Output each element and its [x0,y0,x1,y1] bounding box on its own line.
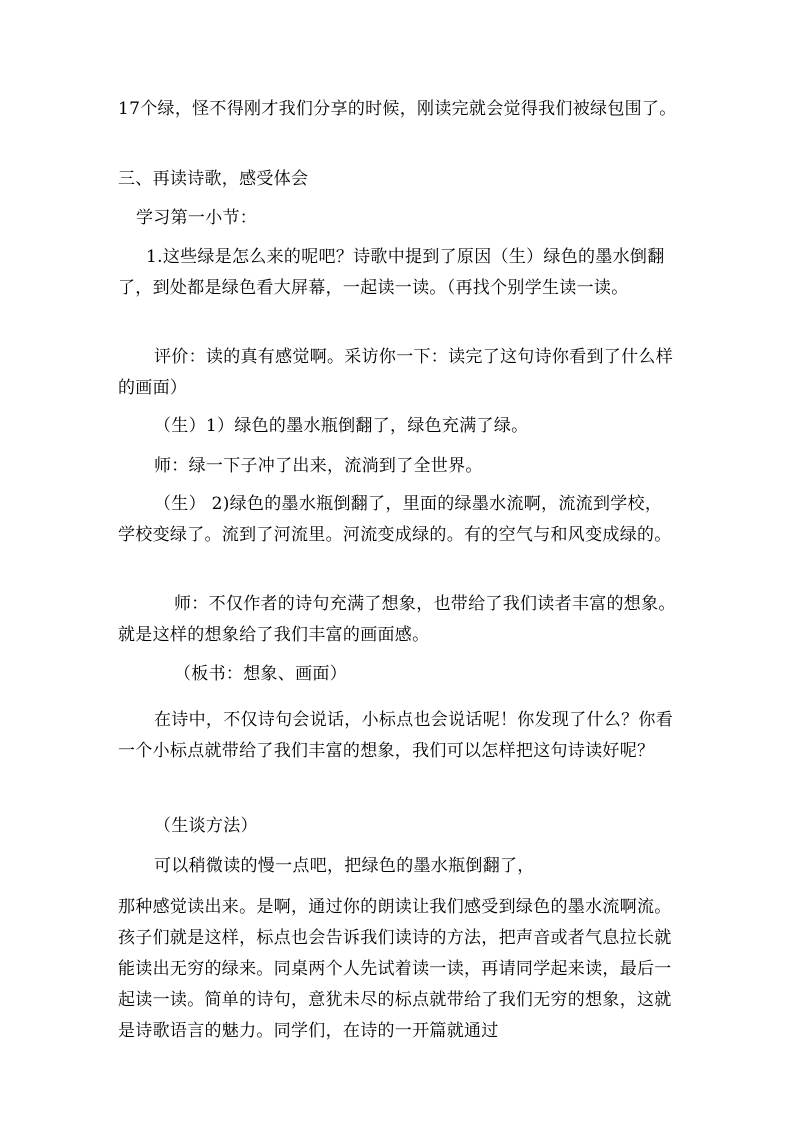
paragraph-method-note: （生谈方法） [154,816,258,836]
paragraph-conclusion: 那种感觉读出来。是啊，通过你的朗读让我们感受到绿色的墨水流啊流。孩子们就是这样，标点也会告诉我们读诗的方法，把声音或者气息拉长就能读出无穷的绿来。同桌两个人先试着读一读，再请同学起来读，最后一起读一读。简单的诗句，意犹未尽的标点就带给了我们无穷的想象，这就是诗歌语言的魅力。同学们，在诗的一开篇就通过 [118,897,672,1041]
paragraph-student-answer-2: （生） 2)绿色的墨水瓶倒翻了，里面的绿墨水流啊，流流到学校，学校变绿了。流到了河流里。河流变成绿的。有的空气与和风变成绿的。 [118,494,672,545]
section-heading: 三、再读诗歌，感受体会 [118,169,309,189]
paragraph-punctuation: 在诗中，不仅诗句会说话，小标点也会说话呢！你发现了什么？你看一个小标点就带给了我们丰富的想象，我们可以怎样把这句诗读好呢？ [118,710,673,761]
paragraph-student-answer-1: （生）1）绿色的墨水瓶倒翻了，绿色充满了绿。 [154,416,529,436]
paragraph-continuation: 17个绿，怪不得刚才我们分享的时候，刚读完就会觉得我们被绿包围了。 [118,99,677,119]
subsection-label: 学习第一小节： [136,208,258,228]
blackboard-note: （板书：想象、画面） [174,664,347,684]
paragraph-evaluation: 评价：读的真有感觉啊。采访你一下：读完了这句诗你看到了什么样的画面） [118,347,673,398]
paragraph-teacher-reply-2: 师：不仅作者的诗句充满了想象，也带给了我们读者丰富的想象。就是这样的想象给了我们丰富的画面感。 [118,594,676,645]
paragraph-question: 1.这些绿是怎么来的呢吧？诗歌中提到了原因（生）绿色的墨水倒翻了，到处都是绿色看大屏幕，一起读一读。（再找个别学生读一读。 [118,247,665,298]
paragraph-teacher-reply-1: 师：绿一下子冲了出来，流淌到了全世界。 [154,456,483,476]
paragraph-slow-reading: 可以稍微读的慢一点吧，把绿色的墨水瓶倒翻了， [154,856,535,876]
